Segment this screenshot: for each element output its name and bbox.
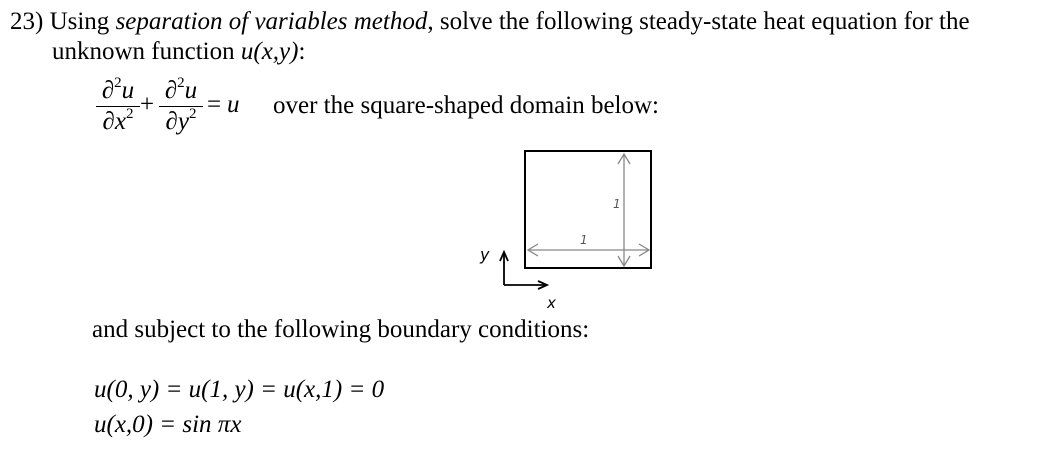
y-axis-label: y: [480, 245, 490, 264]
width-label: 1: [580, 233, 588, 247]
fraction-numerator: ∂$^2$u: [164, 75, 198, 104]
question-intro-rest: , solve the following steady-state heat equation for the: [427, 8, 970, 35]
boundary-intro: and subject to the following boundary conditions:: [92, 316, 590, 343]
fraction-denominator: $\partial y^2$: [165, 106, 197, 135]
question-line-2: [52, 37, 305, 67]
x-axis-label: x: [547, 294, 556, 312]
pi-symbol: π: [217, 411, 231, 438]
fraction-d2u-dy2: [159, 75, 203, 135]
fraction-denominator: $\partial x^2$: [102, 106, 134, 135]
domain-text: over the square-shaped domain below:: [273, 92, 659, 119]
question-line-1: [10, 7, 970, 37]
bc2-x: x: [230, 411, 242, 438]
function-name: u(x,y): [240, 38, 299, 65]
boundary-condition-2: [94, 410, 241, 440]
question-line2-text: unknown function: [52, 38, 241, 65]
question-line2-colon: :: [298, 38, 306, 65]
question-number: 23): [10, 8, 44, 35]
plus-sign: +: [140, 91, 155, 118]
equation-rhs: u: [227, 91, 240, 118]
boundary-condition-1: u(0, y) = u(1, y) = u(x,1) = 0: [94, 376, 385, 403]
fraction-d2u-dx2: [96, 75, 140, 135]
bc2-lhs: u(x,0) = sin: [94, 411, 218, 438]
equals-sign: =: [207, 91, 222, 118]
fraction-numerator: ∂$^2$u: [101, 75, 135, 104]
square-domain-diagram: [470, 140, 670, 315]
height-label: 1: [613, 197, 621, 211]
method-name: separation of variables method: [115, 8, 428, 35]
question-intro-text: Using: [49, 8, 116, 35]
